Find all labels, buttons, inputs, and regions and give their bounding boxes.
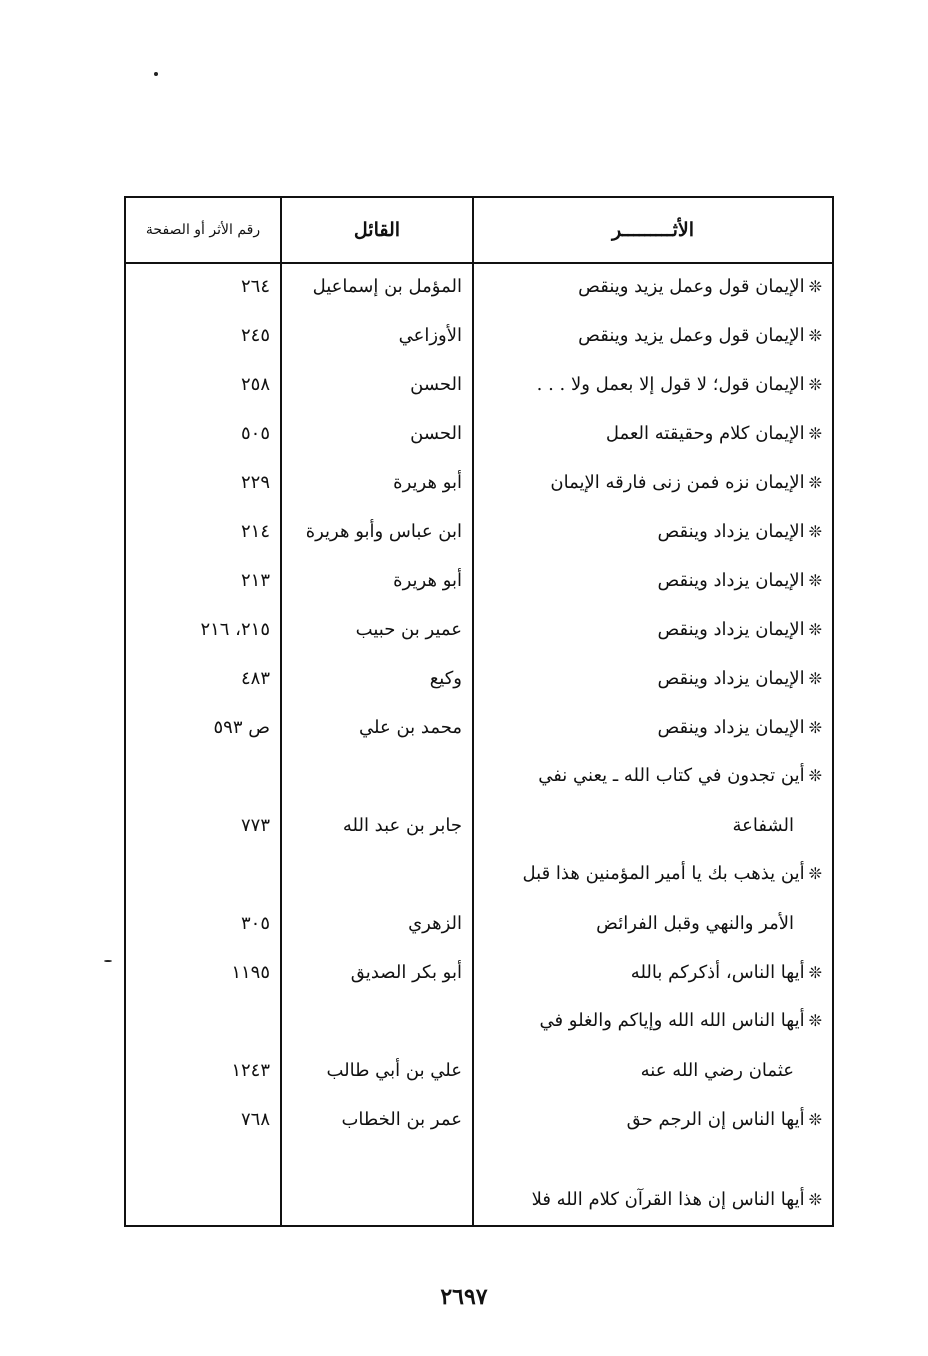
star-bullet-icon: ❊ bbox=[808, 1110, 822, 1129]
athar-cell: ❊الإيمان يزداد وينقص bbox=[473, 704, 833, 753]
star-bullet-icon: ❊ bbox=[808, 375, 822, 394]
sayer-cell: أبو بكر الصديق bbox=[281, 949, 473, 998]
table-row bbox=[125, 753, 833, 851]
ref-cell: ٢٢٩ bbox=[125, 459, 281, 508]
ref-cell: ٣٠٥ bbox=[125, 851, 281, 949]
star-bullet-icon: ❊ bbox=[808, 718, 822, 737]
star-bullet-icon: ❊ bbox=[808, 473, 822, 492]
table-row bbox=[125, 263, 833, 312]
ref-cell: ٢١٣ bbox=[125, 557, 281, 606]
athar-cell: ❊الإيمان يزداد وينقص bbox=[473, 557, 833, 606]
sayer-cell: أبو هريرة bbox=[281, 459, 473, 508]
athar-cell: ❊أيها الناس إن الرجم حق bbox=[473, 1096, 833, 1145]
table-row bbox=[125, 704, 833, 753]
star-bullet-icon: ❊ bbox=[808, 864, 822, 883]
ref-cell: ص ٥٩٣ bbox=[125, 704, 281, 753]
sayer-cell: الحسن bbox=[281, 361, 473, 410]
ref-cell: ٧٧٣ bbox=[125, 753, 281, 851]
sayer-cell: علي بن أبي طالب bbox=[281, 998, 473, 1096]
athar-cell: ❊الإيمان قول وعمل يزيد وينقص bbox=[473, 263, 833, 312]
athar-cell: ❊الإيمان نزه فمن زنى فارقه الإيمان bbox=[473, 459, 833, 508]
page-number: ٢٦٩٧ bbox=[440, 1284, 488, 1310]
star-bullet-icon: ❊ bbox=[808, 277, 822, 296]
athar-cell: ❊أين تجدون في كتاب الله ـ يعني نفي الشفاعة bbox=[473, 753, 833, 851]
athar-cell: ❊الإيمان قول وعمل يزيد وينقص bbox=[473, 312, 833, 361]
athar-continuation: عثمان رضي الله عنه bbox=[640, 1060, 794, 1081]
sayer-cell: المؤمل بن إسماعيل bbox=[281, 263, 473, 312]
star-bullet-icon: ❊ bbox=[808, 1190, 822, 1209]
table-row bbox=[125, 1145, 833, 1226]
athar-cell: ❊أيها الناس الله الله وإياكم والغلو في عثمان رضي الله عنه bbox=[473, 998, 833, 1096]
ref-cell: ٢٤٥ bbox=[125, 312, 281, 361]
ref-cell: ٢٦٤ bbox=[125, 263, 281, 312]
ref-cell: ٥٠٥ bbox=[125, 410, 281, 459]
athar-cell: ❊الإيمان يزداد وينقص bbox=[473, 606, 833, 655]
sayer-cell: أبو هريرة bbox=[281, 557, 473, 606]
star-bullet-icon: ❊ bbox=[808, 963, 822, 982]
ref-cell: ٤٨٣ bbox=[125, 655, 281, 704]
ref-cell bbox=[125, 1145, 281, 1226]
header-athar: الأثـــــــــر bbox=[473, 197, 833, 263]
ref-cell: ٧٦٨ bbox=[125, 1096, 281, 1145]
athar-cell: ❊أيها الناس إن هذا القرآن كلام الله فلا bbox=[473, 1145, 833, 1226]
table-row bbox=[125, 949, 833, 998]
athar-continuation: الأمر والنهي وقبل الفرائض bbox=[596, 913, 794, 934]
table-row bbox=[125, 459, 833, 508]
sayer-cell: جابر بن عبد الله bbox=[281, 753, 473, 851]
ref-cell: ٢٥٨ bbox=[125, 361, 281, 410]
ref-cell: ٢١٥، ٢١٦ bbox=[125, 606, 281, 655]
sayer-cell: عمير بن حبيب bbox=[281, 606, 473, 655]
star-bullet-icon: ❊ bbox=[808, 326, 822, 345]
ink-speck bbox=[104, 960, 112, 962]
star-bullet-icon: ❊ bbox=[808, 766, 822, 785]
table-header-row bbox=[125, 197, 833, 263]
star-bullet-icon: ❊ bbox=[808, 522, 822, 541]
athar-cell: ❊الإيمان قول؛ لا قول إلا بعمل ولا . . . bbox=[473, 361, 833, 410]
table-row bbox=[125, 851, 833, 949]
sayer-cell: الأوزاعي bbox=[281, 312, 473, 361]
star-bullet-icon: ❊ bbox=[808, 424, 822, 443]
table-row bbox=[125, 1096, 833, 1145]
table-row bbox=[125, 655, 833, 704]
table-row bbox=[125, 410, 833, 459]
athar-cell: ❊الإيمان يزداد وينقص bbox=[473, 655, 833, 704]
sayer-cell: الحسن bbox=[281, 410, 473, 459]
sayer-cell bbox=[281, 1145, 473, 1226]
athar-cell: ❊أين يذهب بك يا أمير المؤمنين هذا قبل الأمر والنهي وقبل الفرائض bbox=[473, 851, 833, 949]
sayer-cell: عمر بن الخطاب bbox=[281, 1096, 473, 1145]
sayer-cell: الزهري bbox=[281, 851, 473, 949]
ref-cell: ١١٩٥ bbox=[125, 949, 281, 998]
table-row bbox=[125, 508, 833, 557]
star-bullet-icon: ❊ bbox=[808, 571, 822, 590]
athar-continuation: الشفاعة bbox=[732, 815, 794, 836]
header-sayer: القائل bbox=[281, 197, 473, 263]
table-row bbox=[125, 312, 833, 361]
athar-index-table bbox=[124, 196, 834, 1227]
star-bullet-icon: ❊ bbox=[808, 669, 822, 688]
table-row bbox=[125, 361, 833, 410]
header-ref: رقم الأثر أو الصفحة bbox=[125, 197, 281, 263]
ref-cell: ١٢٤٣ bbox=[125, 998, 281, 1096]
sayer-cell: وكيع bbox=[281, 655, 473, 704]
ref-cell: ٢١٤ bbox=[125, 508, 281, 557]
table-row bbox=[125, 557, 833, 606]
athar-cell: ❊الإيمان يزداد وينقص bbox=[473, 508, 833, 557]
sayer-cell: ابن عباس وأبو هريرة bbox=[281, 508, 473, 557]
ink-speck bbox=[154, 72, 158, 76]
athar-cell: ❊الإيمان كلام وحقيقته العمل bbox=[473, 410, 833, 459]
table-row bbox=[125, 606, 833, 655]
star-bullet-icon: ❊ bbox=[808, 1011, 822, 1030]
star-bullet-icon: ❊ bbox=[808, 620, 822, 639]
sayer-cell: محمد بن علي bbox=[281, 704, 473, 753]
table-row bbox=[125, 998, 833, 1096]
athar-cell: ❊أيها الناس، أذكركم بالله bbox=[473, 949, 833, 998]
